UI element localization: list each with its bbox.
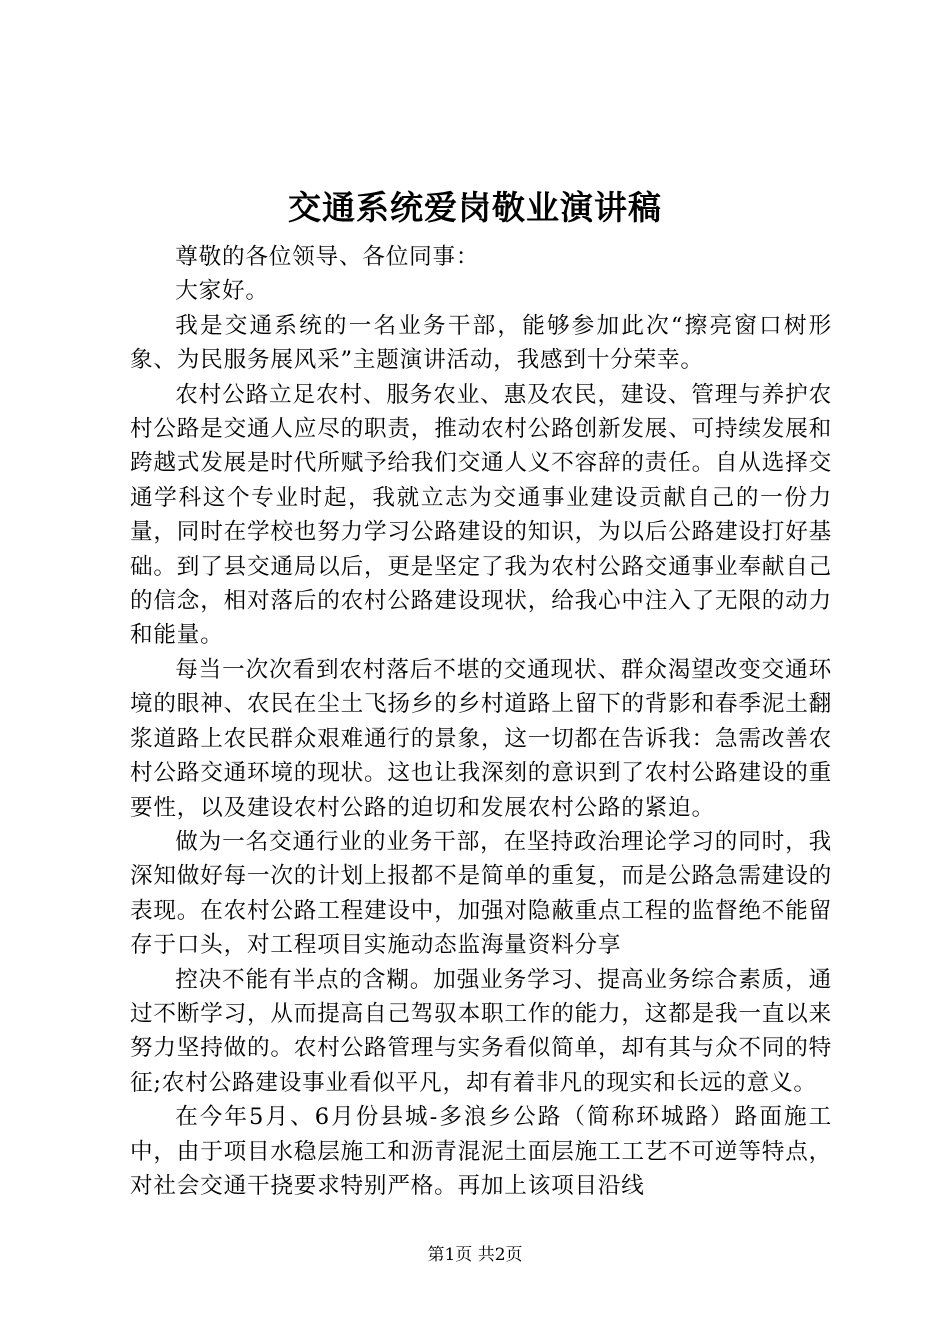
- document-body: [130, 240, 832, 1203]
- body-paragraph: 在今年5月、6月份县城-多浪乡公路（简称环城路）路面施工中，由于项目水稳层施工和沥青混泥土面层施工工艺不可逆等特点，对社会交通干挠要求特别严格。再加上该项目沿线: [130, 1104, 832, 1199]
- salutation: 尊敬的各位领导、各位同事：: [175, 244, 480, 270]
- body-paragraph: 做为一名交通行业的业务干部，在坚持政治理论学习的同时，我深知做好每一次的计划上报都不是简单的重复，而是公路急需建设的表现。在农村公路工程建设中，加强对隐蔽重点工程的监督绝不能留存于口头，对工程项目实施动态监海量资料分享: [130, 828, 832, 959]
- page-number-footer: 第1页 共2页: [427, 1245, 523, 1265]
- greeting: 大家好。: [175, 278, 269, 305]
- body-paragraph: 控决不能有半点的含糊。加强业务学习、提高业务综合素质，通过不断学习，从而提高自己驾驭本职工作的能力，这都是我一直以来努力坚持做的。农村公路管理与实务看似简单，却有其与众不同的特征;农村公路建设事业看似平凡，却有着非凡的现实和长远的意义。: [130, 966, 832, 1096]
- body-paragraph: 我是交通系统的一名业务干部，能够参加此次“擦亮窗口树形象、为民服务展风采”主题演讲活动，我感到十分荣幸。: [130, 312, 832, 374]
- document-title: 交通系统爱岗敬业演讲稿: [288, 188, 662, 227]
- body-paragraph: 农村公路立足农村、服务农业、惠及农民，建设、管理与养护农村公路是交通人应尽的职责，推动农村公路创新发展、可持续发展和跨越式发展是时代所赋予给我们交通人义不容辞的责任。自从选择交通学科这个专业时起，我就立志为交通事业建设贡献自己的一份力量，同时在学校也努力学习公路建设的知识，为以后公路建设打好基础。到了县交通局以后，更是坚定了我为农村公路交通事业奉献自己的信念，相对落后的农村公路建设现状，给我心中注入了无限的动力和能量。: [130, 381, 832, 649]
- body-paragraph: 每当一次次看到农村落后不堪的交通现状、群众渴望改变交通环境的眼神、农民在尘土飞扬乡的乡村道路上留下的背影和春季泥土翻浆道路上农民群众艰难通行的景象，这一切都在告诉我：急需改善农村公路交通环境的现状。这也让我深刻的意识到了农村公路建设的重要性，以及建设农村公路的迫切和发展农村公路的紧迫。: [130, 656, 832, 821]
